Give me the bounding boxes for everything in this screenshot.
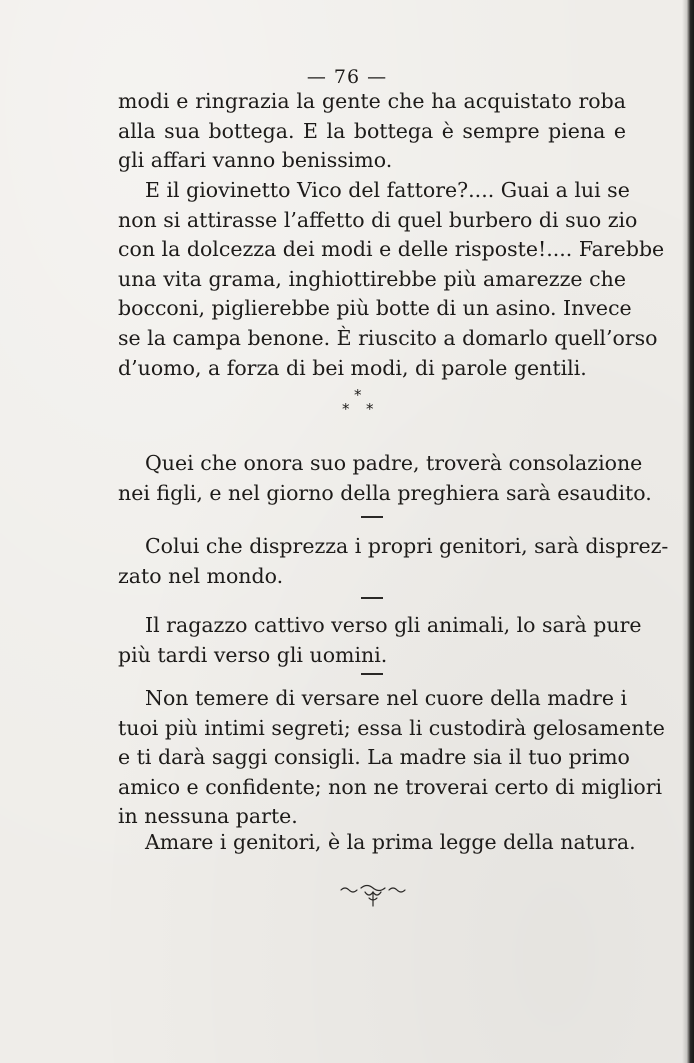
paragraph-continuation (118, 87, 626, 176)
text-line: in nessuna parte. (118, 804, 298, 829)
maxim-cruel-child (118, 611, 642, 670)
asterism-star: * (354, 386, 362, 404)
text-line: nei figli, e nel giorno della preghiera sarà esaudito. (118, 480, 652, 505)
text-line: amico e confidente; non ne troverai certo di migliori (118, 774, 663, 799)
text-line: Non temere di versare nel cuore della madre i (145, 686, 628, 710)
page-binding-edge (682, 0, 694, 1063)
text-line: E il giovinetto Vico del fattore?.... Guai a lui se (145, 178, 630, 202)
text-line: Colui che disprezza i propri genitori, sarà disprez- (145, 534, 669, 558)
text-line: Amare i genitori, è la prima legge della natura. (145, 830, 636, 854)
text-line: gli affari vanno benissimo. (118, 148, 393, 173)
maxim-honor-father (118, 449, 652, 508)
floral-ornament-icon (339, 882, 407, 910)
asterism-star: * (366, 400, 374, 418)
text-line: zato nel mondo. (118, 563, 284, 588)
asterism-separator (340, 386, 380, 422)
text-line: tuoi più intimi segreti; essa li custodirà gelosamente (118, 715, 665, 740)
maxim-mother-secrets (118, 684, 665, 832)
text-line: Quei che onora suo padre, troverà consolazione (145, 451, 643, 475)
maxim-love-parents (118, 828, 636, 858)
section-dash (361, 673, 383, 675)
paragraph-vico (118, 176, 665, 383)
section-dash (361, 597, 383, 599)
text-line: alla sua bottega. E la bottega è sempre piena e (118, 118, 626, 143)
page-number: — 76 — (306, 66, 388, 88)
text-line: non si attirasse l’affetto di quel burbero di suo zio (118, 207, 638, 232)
text-line: una vita grama, inghiottirebbe più amarezze che (118, 266, 626, 291)
asterism-star: * (342, 400, 350, 418)
text-line: d’uomo, a forza di bei modi, di parole gentili. (118, 355, 587, 380)
text-line: con la dolcezza dei modi e delle risposte!.... Farebbe (118, 237, 665, 262)
text-line: e ti darà saggi consigli. La madre sia il tuo primo (118, 745, 630, 770)
text-line: più tardi verso gli uomini. (118, 642, 388, 667)
section-dash (361, 516, 383, 518)
text-line: bocconi, piglierebbe più botte di un asino. Invece (118, 296, 632, 321)
text-line: se la campa benone. È riuscito a domarlo quell’orso (118, 325, 658, 350)
maxim-despise-parents (118, 532, 669, 591)
text-line: modi e ringrazia la gente che ha acquistato roba (118, 89, 626, 113)
text-line: Il ragazzo cattivo verso gli animali, lo sarà pure (145, 613, 642, 637)
